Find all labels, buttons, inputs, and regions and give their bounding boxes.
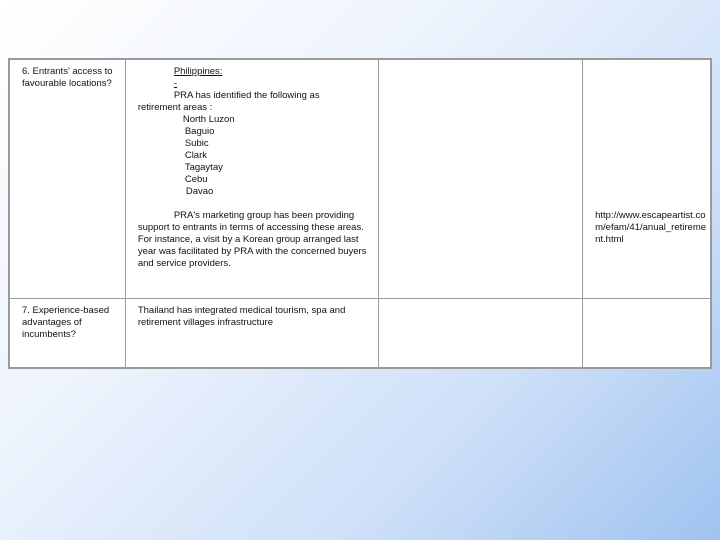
question-text: 7. Experience-based advantages of incumbents? bbox=[22, 305, 110, 340]
content-cell bbox=[125, 59, 378, 299]
content-cell bbox=[125, 299, 378, 369]
intro-text-cont: retirement areas : bbox=[137, 102, 213, 113]
question-cell bbox=[9, 299, 125, 369]
comparison-table bbox=[8, 58, 712, 369]
intro-text: PRA has identified the following as bbox=[173, 90, 320, 101]
paragraph-body: support to entrants in terms of accessing these areas. For instance, a visit by a Korean group arranged last year was facilitated by PRA with the concerned buyers and service providers. bbox=[137, 222, 367, 269]
area-item: Tagaytay bbox=[184, 162, 223, 173]
area-item: Cebu bbox=[184, 174, 208, 185]
question-cell bbox=[9, 59, 125, 299]
empty-cell bbox=[378, 59, 583, 299]
question-text: 6. Entrants' access to favourable locations? bbox=[22, 66, 113, 89]
area-item: Baguio bbox=[184, 126, 215, 137]
area-item: Davao bbox=[185, 186, 214, 197]
dash-mark: - bbox=[173, 78, 177, 89]
area-item: Subic bbox=[184, 138, 209, 149]
source-cell bbox=[583, 299, 711, 369]
country-heading: Philippines: bbox=[173, 66, 223, 77]
empty-cell bbox=[378, 299, 583, 369]
content-text: Thailand has integrated medical tourism, spa and retirement villages infrastructure bbox=[137, 305, 346, 328]
source-cell bbox=[583, 59, 711, 299]
source-url: http://www.escapeartist.com/efam/41/anual_retirement.html bbox=[595, 210, 707, 245]
paragraph-first-line: PRA's marketing group has been providing bbox=[173, 210, 355, 221]
table-row bbox=[9, 299, 711, 369]
area-item: Clark bbox=[184, 150, 207, 161]
table-row bbox=[9, 59, 711, 299]
area-item: North Luzon bbox=[182, 114, 235, 125]
